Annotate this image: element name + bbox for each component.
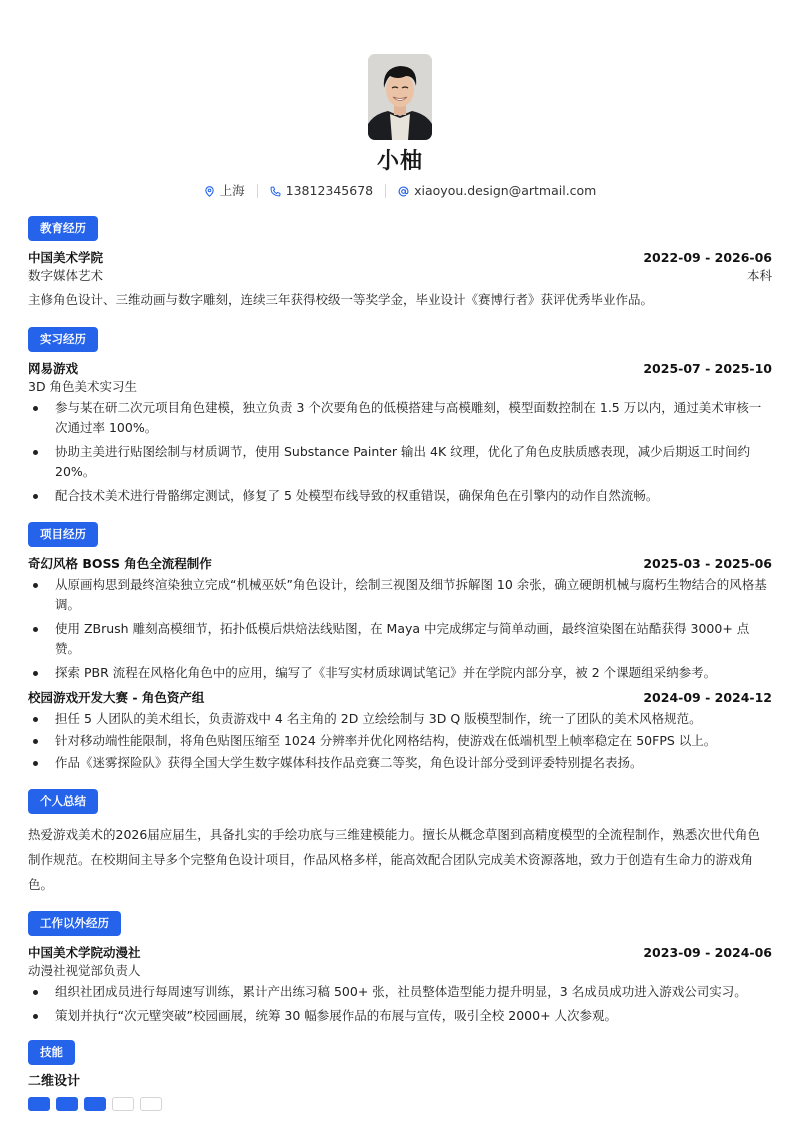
- phone-icon: [270, 186, 281, 197]
- internship-bullets: [28, 398, 772, 506]
- summary-section: [28, 789, 772, 897]
- summary-text: 热爱游戏美术的2026届应届生，具备扎实的手绘功底与三维建模能力。擅长从概念草图到高精度模型的全流程制作，熟悉次世代角色制作规范。在校期间主导多个完整角色设计项目，作品风格多样，能高效配合团队完成美术资源落地，致力于创造有生命力的游戏角色。: [28, 827, 760, 892]
- bullet-item: 作品《迷雾探险队》获得全国大学生数字媒体科技作品竞赛二等奖，角色设计部分受到评委特别提名表扬。: [28, 753, 772, 773]
- project-bullets: [28, 709, 772, 773]
- bullet-item: 策划并执行“次元壁突破”校园画展，统筹 30 幅参展作品的布展与宣传，吸引全校 2000+ 人次参观。: [28, 1006, 772, 1026]
- internship-date: 2025-07 - 2025-10: [643, 361, 772, 376]
- contact-email[interactable]: [398, 182, 596, 200]
- profile-photo: [368, 54, 432, 140]
- section-badge-skills: 技能: [28, 1040, 75, 1065]
- bullet-item: 配合技术美术进行骨骼绑定测试，修复了 5 处模型布线导致的权重错误，确保角色在引擎内的动作自然流畅。: [28, 486, 772, 506]
- extracurricular-role: 动漫社视觉部负责人: [28, 963, 141, 978]
- extracurricular-entry: [28, 944, 772, 1026]
- skills-section: [28, 1040, 772, 1111]
- bullet-item: 探索 PBR 流程在风格化角色中的应用，编写了《非写实材质球调试笔记》并在学院内部分享，被 2 个课题组采纳参考。: [28, 663, 772, 683]
- internship-entry: [28, 360, 772, 506]
- bullet-item: 从原画构思到最终渲染独立完成“机械巫妖”角色设计，绘制三视图及细节拆解图 10 余张，确立硬朗机械与腐朽生物结合的风格基调。: [28, 575, 772, 615]
- section-badge-education: 教育经历: [28, 216, 98, 241]
- project-entry: [28, 555, 772, 683]
- bullet-item: 担任 5 人团队的美术组长，负责游戏中 4 名主角的 2D 立绘绘制与 3D Q 版模型制作，统一了团队的美术风格规范。: [28, 709, 772, 729]
- org-name: 中国美术学院动漫社: [28, 945, 141, 960]
- contact-divider: [257, 184, 258, 198]
- skill-level-empty: [112, 1097, 134, 1111]
- project-name: 校园游戏开发大赛 - 角色资产组: [28, 690, 205, 705]
- bullet-item: 参与某在研二次元项目角色建模，独立负责 3 个次要角色的低模搭建与高模雕刻，模型面数控制在 1.5 万以内，通过美术审核一次通过率 100%。: [28, 398, 772, 438]
- at-sign-icon: [398, 186, 409, 197]
- education-section: [28, 216, 772, 309]
- portrait-image: [368, 54, 432, 140]
- bullet-item: 组织社团成员进行每周速写训练，累计产出练习稿 500+ 张，社员整体造型能力提升明显，3 名成员成功进入游戏公司实习。: [28, 982, 772, 1002]
- extracurricular-bullets: [28, 982, 772, 1026]
- project-date: 2024-09 - 2024-12: [643, 690, 772, 705]
- contact-location: [204, 182, 245, 200]
- skill-level-filled: [56, 1097, 78, 1111]
- skill-level-bar: [28, 1097, 772, 1111]
- location-pin-icon: [204, 186, 215, 197]
- skill-level-filled: [28, 1097, 50, 1111]
- contact-phone[interactable]: [270, 182, 373, 200]
- projects-section: [28, 522, 772, 773]
- education-description: 主修角色设计、三维动画与数字雕刻，连续三年获得校级一等奖学金，毕业设计《赛博行者》获评优秀毕业作品。: [28, 292, 654, 307]
- school-name: 中国美术学院: [28, 250, 104, 265]
- skill-name: 二维设计: [28, 1074, 81, 1089]
- resume-header: [28, 54, 772, 200]
- contact-divider: [385, 184, 386, 198]
- project-date: 2025-03 - 2025-06: [643, 556, 772, 571]
- skill-level-filled: [84, 1097, 106, 1111]
- section-badge-extracurricular: 工作以外经历: [28, 911, 121, 936]
- contact-info: [204, 182, 597, 200]
- skill-level-empty: [140, 1097, 162, 1111]
- company-name: 网易游戏: [28, 361, 79, 376]
- phone-text: 13812345678: [285, 183, 374, 198]
- extracurricular-section: [28, 911, 772, 1026]
- internship-role: 3D 角色美术实习生: [28, 379, 138, 394]
- email-text: xiaoyou.design@artmail.com: [414, 183, 597, 198]
- section-badge-internship: 实习经历: [28, 327, 98, 352]
- education-date: 2022-09 - 2026-06: [643, 250, 772, 265]
- candidate-name: 小柚: [376, 149, 423, 174]
- extracurricular-date: 2023-09 - 2024-06: [643, 945, 772, 960]
- bullet-item: 针对移动端性能限制，将角色贴图压缩至 1024 分辨率并优化网格结构，使游戏在低端机型上帧率稳定在 50FPS 以上。: [28, 731, 772, 751]
- section-badge-projects: 项目经历: [28, 522, 98, 547]
- internship-section: [28, 327, 772, 506]
- section-badge-summary: 个人总结: [28, 789, 98, 814]
- major: 数字媒体艺术: [28, 268, 104, 283]
- education-entry: [28, 249, 772, 309]
- bullet-item: 协助主美进行贴图绘制与材质调节，使用 Substance Painter 输出 4K 纹理，优化了角色皮肤质感表现，减少后期返工时间约 20%。: [28, 442, 772, 482]
- bullet-item: 使用 ZBrush 雕刻高模细节，拓扑低模后烘焙法线贴图，在 Maya 中完成绑定与简单动画，最终渲染图在站酷获得 3000+ 点赞。: [28, 619, 772, 659]
- project-bullets: [28, 575, 772, 683]
- project-entry: [28, 689, 772, 773]
- project-name: 奇幻风格 BOSS 角色全流程制作: [28, 556, 212, 571]
- location-text: 上海: [219, 183, 245, 198]
- degree: 本科: [746, 268, 772, 283]
